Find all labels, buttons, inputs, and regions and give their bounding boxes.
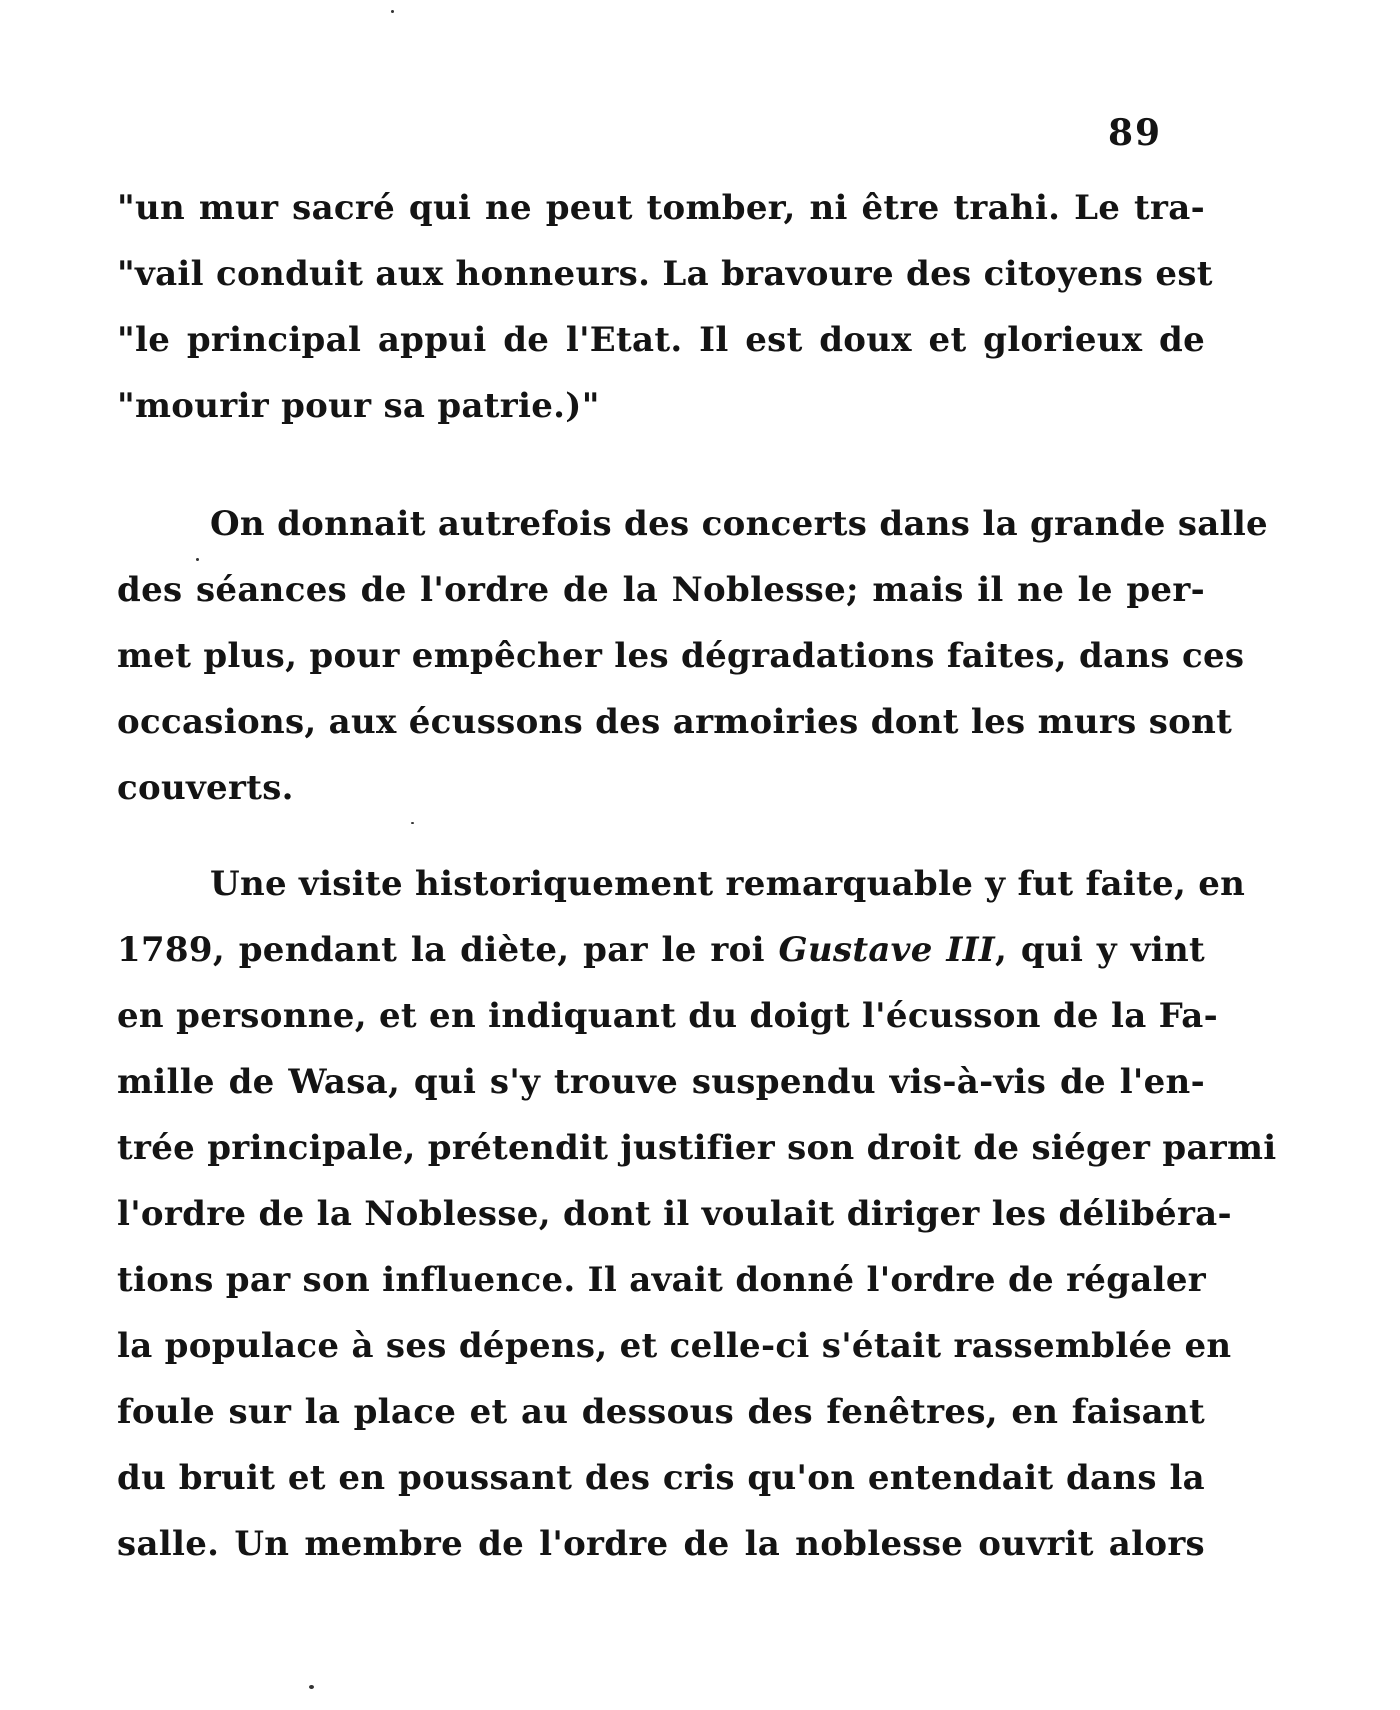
line-segment: , qui y vint [995,930,1206,970]
text-line: "le principal appui de l'Etat. Il est doux et glorieux de [117,320,1205,360]
text-line: en personne, et en indiquant du doigt l'écusson de la Fa- [117,996,1218,1036]
page-number: 89 [1108,112,1163,154]
text-line: couverts. [117,768,294,808]
text-line: "un mur sacré qui ne peut tomber, ni être trahi. Le tra- [117,188,1205,228]
text-line: des séances de l'ordre de la Noblesse; mais il ne le per- [117,570,1205,610]
text-line: salle. Un membre de l'ordre de la noblesse ouvrit alors [117,1524,1205,1564]
text-line: met plus, pour empêcher les dégradations faites, dans ces [117,636,1245,676]
ink-speck [411,822,414,824]
text-line: la populace à ses dépens, et celle-ci s'était rassemblée en [117,1326,1232,1366]
text-line: "mourir pour sa patrie.)" [117,386,600,426]
text-line [117,928,1205,972]
text-line: mille de Wasa, qui s'y trouve suspendu vis-à-vis de l'en- [117,1062,1205,1102]
king-name: Gustave III [778,930,996,970]
text-line: trée principale, prétendit justifier son droit de siéger parmi [117,1128,1277,1168]
text-line: "vail conduit aux honneurs. La bravoure des citoyens est [117,254,1213,294]
text-line: On donnait autrefois des concerts dans la grande salle [210,504,1268,544]
ink-speck [196,558,199,561]
text-line: occasions, aux écussons des armoiries dont les murs sont [117,702,1233,742]
ink-speck [391,10,394,13]
line-segment: 1789, pendant la diète, par le roi [117,930,779,970]
text-line: tions par son influence. Il avait donné l'ordre de régaler [117,1260,1206,1300]
ink-speck [309,1685,314,1689]
text-line: Une visite historiquement remarquable y fut faite, en [210,864,1246,904]
text-line: du bruit et en poussant des cris qu'on entendait dans la [117,1458,1205,1498]
text-line: l'ordre de la Noblesse, dont il voulait diriger les délibéra- [117,1194,1232,1234]
text-line: foule sur la place et au dessous des fenêtres, en faisant [117,1392,1205,1432]
